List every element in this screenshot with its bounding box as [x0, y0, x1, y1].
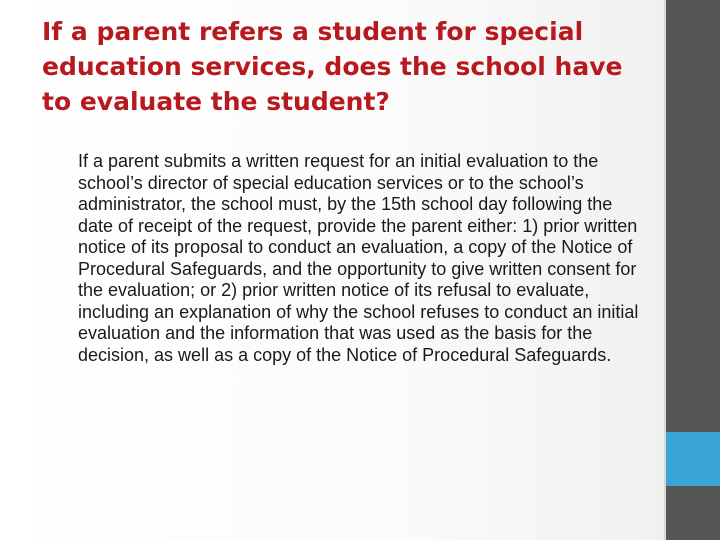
slide-body-text: If a parent submits a written request for an initial evaluation to the school’s director of special education services or to the school’s administrator, the school must, by the 15th school day following the date of receipt of the request, provide the parent either: 1) prior written notice of its proposal to conduct an evaluation, a copy of the Notice of Procedural Safeguards, and the opportunity to give written consent for the evaluation; or 2) prior written notice of its refusal to evaluate, including an explanation of why the school refuses to conduct an initial evaluation and the information that was used as the basis for the decision, as well as a copy of the Notice of Procedural Safeguards.: [78, 151, 639, 365]
slide-title: If a parent refers a student for special education services, does the school have to evaluate the student?: [42, 17, 623, 116]
sidebar-accent-block: [666, 432, 720, 486]
